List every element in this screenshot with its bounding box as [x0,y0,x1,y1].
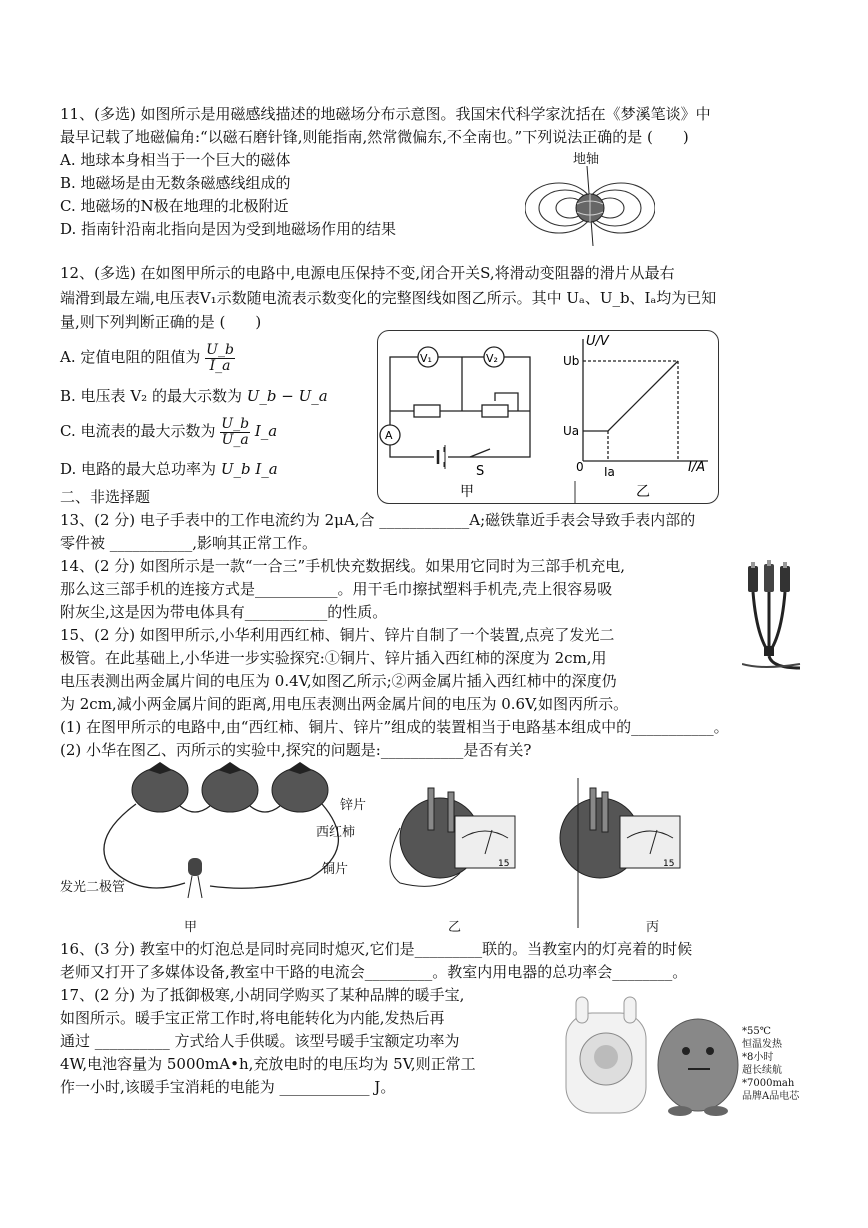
q15-line2: 极管。在此基础上,小华进一步实验探究:①铜片、锌片插入西红柿的深度为 2cm,用 [60,649,607,667]
graph-x-axis-label: I/A [688,460,706,475]
graph-origin-label: 0 [576,460,584,474]
figure-jia-label: 甲 [184,920,198,935]
spec-item: 超长续航 [742,1065,782,1076]
q12-option-b-expr: U_b − U_a [246,387,328,405]
frac-den: U_a [221,431,249,448]
q11-option-b: B. 地磁场是由无数条磁感线组成的 [60,174,291,192]
switch-label: S [476,464,485,479]
frac-den: I_a [209,357,231,374]
q11-line1: 11、(多选) 如图所示是用磁感线描述的地磁场分布示意图。我国宋代科学家沈括在《梦溪笔谈》中 [60,105,711,123]
q11-line2: 最早记载了地磁偏角:“以磁石磨针锋,则能指南,然常微偏东,不全南也。”下列说法正确的是 ( ) [60,128,689,146]
q15-line1: 15、(2 分) 如图甲所示,小华利用西红柿、铜片、锌片自制了一个装置,点亮了发光二 [60,626,615,644]
q14-line3: 附灰尘,这是因为带电体具有___________的性质。 [60,603,388,621]
meter-scale-label-yi: 15 [498,859,510,869]
tomato-battery-figures [60,758,820,933]
copper-label: 铜片 [322,862,349,877]
figure-jia-label: 甲 [460,484,474,500]
fraction-ub-over-ua [220,417,250,448]
spec-item: 恒温发热 [742,1039,782,1050]
charging-cable-figure [742,560,802,672]
earth-axis-label: 地轴 [573,152,600,167]
frac-num: U_b [206,341,234,358]
q12-option-b [60,385,328,407]
q12-option-c [60,414,277,448]
q12-option-c-text: C. 电流表的最大示数为 [60,422,216,440]
q16-line1: 16、(3 分) 教室中的灯泡总是同时亮同时熄灭,它们是_________联的。当教室内的灯亮着的时候 [60,940,693,958]
q12-line3: 量,则下列判断正确的是 ( ) [60,313,262,331]
q11-option-a: A. 地球本身相当于一个巨大的磁体 [60,151,291,169]
q17-line4: 4W,电池容量为 5000mA•h,充放电时的电压均为 5V,则正常工 [60,1055,476,1073]
figure-yi-label: 乙 [636,484,650,500]
q17-line3: 通过 __________ 方式给人手供暖。该型号暖手宝额定功率为 [60,1032,460,1050]
q15-line4: 为 2cm,减小两金属片间的距离,用电压表测出两金属片间的电压为 0.6V,如图丙所示。 [60,695,629,713]
q12-line1: 12、(多选) 在如图甲所示的电路中,电源电压保持不变,闭合开关S,将滑动变阻器的滑片从最右 [60,264,675,282]
q12-option-c-mult: I_a [254,422,278,440]
tomato-label: 西红柿 [316,825,356,840]
spec-item: 品牌A品电芯 [742,1091,800,1102]
q17-line5: 作一小时,该暖手宝消耗的电能为 ____________ J。 [60,1078,396,1096]
circuit-and-graph-figure [377,330,719,504]
q13-line2: 零件被 ___________,影响其正常工作。 [60,534,318,552]
geomagnetic-field-figure [525,148,655,253]
graph-ub-label: Ub [563,354,580,368]
q17-line2: 如图所示。暖手宝正常工作时,将电能转化为内能,发热后再 [60,1009,445,1027]
ammeter-label: A [385,429,393,442]
q12-option-a [60,340,235,374]
frac-num: U_b [221,415,250,432]
spec-item: *7000mah [742,1078,795,1089]
q15-sub1: (1) 在图甲所示的电路中,由“西红柿、铜片、锌片”组成的装置相当于电路基本组成中的___________。 [60,718,729,736]
graph-ia-label: Ia [604,465,615,479]
hand-warmer-figure [560,993,820,1118]
figure-yi-label: 乙 [448,920,462,935]
q15-line3: 电压表测出两金属片间的电压为 0.4V,如图乙所示;②两金属片插入西红柿中的深度仍 [60,672,617,690]
fraction-ub-over-ia [205,343,235,374]
q12-option-a-text: A. 定值电阻的阻值为 [60,348,201,366]
spec-item: *55℃ [742,1026,771,1037]
q14-line1: 14、(2 分) 如图所示是一款“一合三”手机快充数据线。如果用它同时为三部手机充电, [60,557,625,575]
q12-option-d-text: D. 电路的最大总功率为 [60,460,217,478]
q15-sub2: (2) 小华在图乙、丙所示的实验中,探究的问题是:___________是否有关? [60,741,532,759]
q11-option-c: C. 地磁场的N极在地理的北极附近 [60,197,289,215]
led-label: 发光二极管 [60,880,126,895]
q17-line1: 17、(2 分) 为了抵御极寒,小胡同学购买了某种品牌的暖手宝, [60,986,465,1004]
graph-y-axis-label: U/V [586,334,609,349]
q12-option-d-expr: U_b I_a [220,460,278,478]
q13-line1: 13、(2 分) 电子手表中的工作电流约为 2μA,合 ____________A;磁铁靠近手表会导致手表内部的 [60,511,696,529]
voltmeter-v1-label: V₁ [420,352,432,365]
section-title: 二、非选择题 [60,488,151,506]
q16-line2: 老师又打开了多媒体设备,教室中干路的电流会_________。教室内用电器的总功率会________。 [60,963,688,981]
hand-warmer-spec-list [742,1025,799,1103]
q11-option-d: D. 指南针沿南北指向是因为受到地磁场作用的结果 [60,220,397,238]
voltmeter-v2-label: V₂ [486,352,498,365]
q12-option-b-text: B. 电压表 V₂ 的最大示数为 [60,387,242,405]
spec-item: *8小时 [742,1052,774,1063]
q12-option-d [60,458,278,480]
zinc-label: 锌片 [340,798,367,813]
graph-ua-label: Ua [563,424,580,438]
q14-line2: 那么这三部手机的连接方式是___________。用干毛巾擦拭塑料手机壳,壳上很容易吸 [60,580,613,598]
meter-scale-label-bing: 15 [663,859,675,869]
q12-line2: 端滑到最左端,电压表V₁示数随电流表示数变化的完整图线如图乙所示。其中 Uₐ、U_b、Iₐ均为已知 [60,289,717,307]
figure-bing-label: 丙 [646,920,660,935]
